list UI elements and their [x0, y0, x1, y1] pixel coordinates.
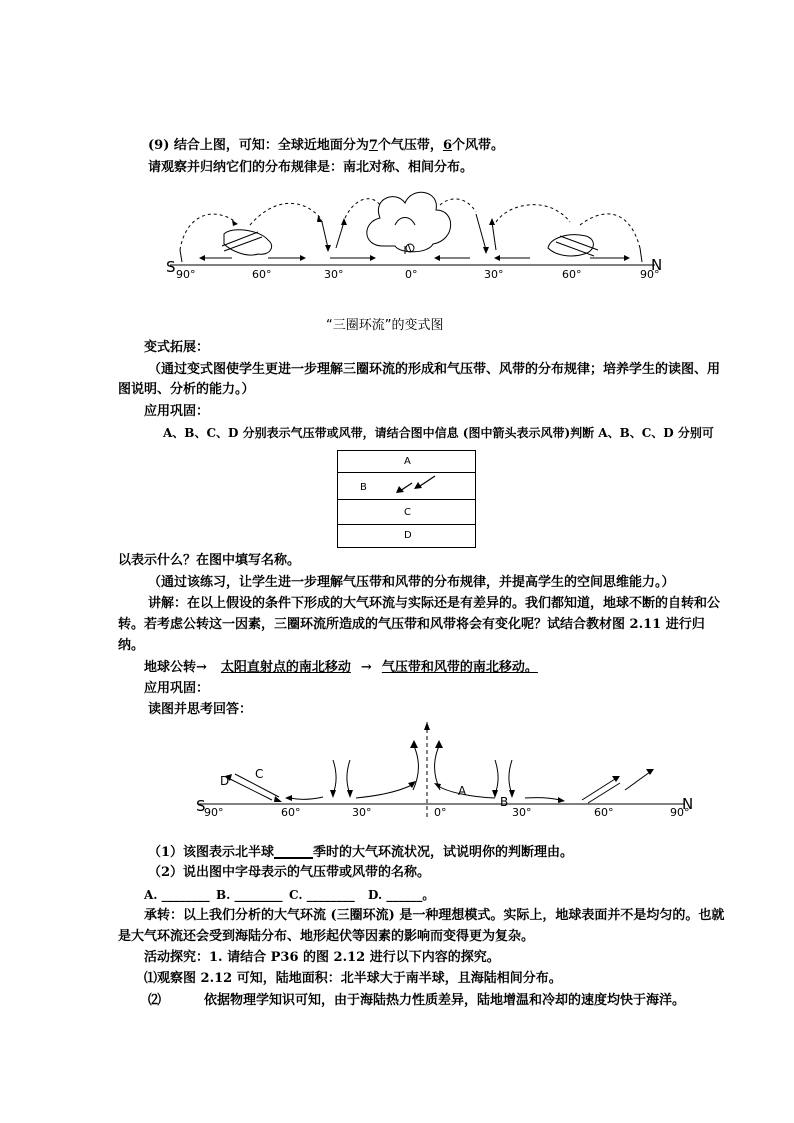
apply-heading-2: 应用巩固：	[144, 681, 210, 696]
blank-d: D. ______。	[368, 888, 435, 902]
wind-count: 6	[442, 138, 452, 153]
letter-d: D	[220, 774, 230, 788]
letter-a: A	[458, 784, 467, 798]
pressure-count: 7	[368, 138, 378, 153]
lat-label: 90°	[670, 806, 690, 819]
box-label-d: D	[404, 530, 412, 541]
read-prompt: 读图并思考回答：	[148, 702, 253, 717]
lat-label: 30°	[484, 268, 504, 281]
letter-b: B	[500, 795, 509, 809]
q9-line2: 请观察并归纳它们的分布规律是：南北对称、相间分布。	[148, 160, 474, 175]
lat-label: 90°	[640, 268, 660, 281]
pole-n-label-1: N	[651, 256, 663, 274]
extension-desc-2: 图说明、分析的能力。）	[118, 382, 255, 397]
lat-label: 30°	[512, 806, 532, 819]
lat-label: 30°	[352, 806, 372, 819]
box-label-c: C	[404, 507, 411, 518]
blank-a: A. ________	[144, 888, 210, 902]
activity-line2: ⑴观察图 2.12 可知，陆地面积：北半球大于南半球，且海陆相间分布。	[144, 971, 562, 986]
extension-desc-1: （通过变式图使学生更进一步理解三圈环流的形成和气压带、风带的分布规律；培养学生的读图、用	[148, 362, 721, 377]
explain-line3: 纳。	[118, 638, 145, 653]
lat-label: 0°	[405, 268, 418, 281]
question-2: （2）说出图中字母表示的气压带或风带的名称。	[148, 865, 431, 880]
pole-n-label-2: N	[682, 795, 694, 813]
letter-c: C	[255, 767, 264, 781]
blank-c: C. ________	[289, 888, 355, 902]
explain-line1: 讲解：在以上假设的条件下形成的大气环流与实际还是有差异的。我们都知道，地球不断的自转和公	[148, 596, 721, 611]
lat-label: 60°	[562, 268, 582, 281]
lat-label: 0°	[434, 806, 447, 819]
lat-label: 90°	[204, 806, 224, 819]
diagram1-caption: “三圈环流”的变式图	[326, 318, 444, 333]
lat-label: 60°	[252, 268, 272, 281]
explain-line2: 转。若考虑公转这一因素，三圈环流所造成的气压带和风带将会有变化呢？试结合教材图 2.11 进行归	[118, 617, 705, 632]
box-label-a: A	[404, 456, 411, 467]
box-label-b: B	[360, 482, 367, 493]
lat-label: 60°	[594, 806, 614, 819]
extension-heading: 变式拓展：	[144, 340, 210, 355]
apply-heading-1: 应用巩固：	[144, 404, 210, 419]
lat-label: 90°	[176, 268, 196, 281]
after-box-line2: （通过该练习，让学生进一步理解气压带和风带的分布规律，并提高学生的空间思维能力。）	[148, 575, 675, 590]
pole-s-label-2: S	[196, 797, 206, 815]
lat-label: 30°	[324, 268, 344, 281]
question-1: （1）该图表示北半球______季时的大气环流状况，试说明你的判断理由。	[148, 845, 574, 860]
transition-line2: 是大气环流还会受到海陆分布、地形起伏等因素的影响而变得更为复杂。	[118, 929, 535, 944]
pole-s-label-1: S	[166, 258, 176, 276]
activity-line3-num: ⑵	[148, 993, 162, 1008]
activity-line3: 依据物理学知识可知，由于海陆热力性质差异，陆地增温和冷却的速度均快于海洋。	[204, 993, 686, 1008]
revolution-chain: 地球公转→ 太阳直射点的南北移动 → 气压带和风带的南北移动。	[144, 660, 538, 675]
activity-line1: 活动探究：1. 请结合 P36 的图 2.12 进行以下内容的探究。	[144, 950, 500, 965]
season-blank: ______	[274, 845, 314, 860]
q9-line1: (9) 结合上图，可知：全球近地面分为7个气压带，6个风带。	[148, 138, 504, 153]
transition-line1: 承转：以上我们分析的大气环流 (三圈环流) 是一种理想模式。实际上，地球表面并不是均匀的。也就	[144, 908, 725, 923]
after-box-line1: 以表示什么？在图中填写名称。	[118, 553, 301, 568]
blank-b: B. ________	[216, 888, 283, 902]
lat-label: 60°	[281, 806, 301, 819]
abcd-question: A、B、C、D 分别表示气压带或风带，请结合图中信息 (图中箭头表示风带)判断 A、B、C、D 分别可	[163, 426, 714, 440]
